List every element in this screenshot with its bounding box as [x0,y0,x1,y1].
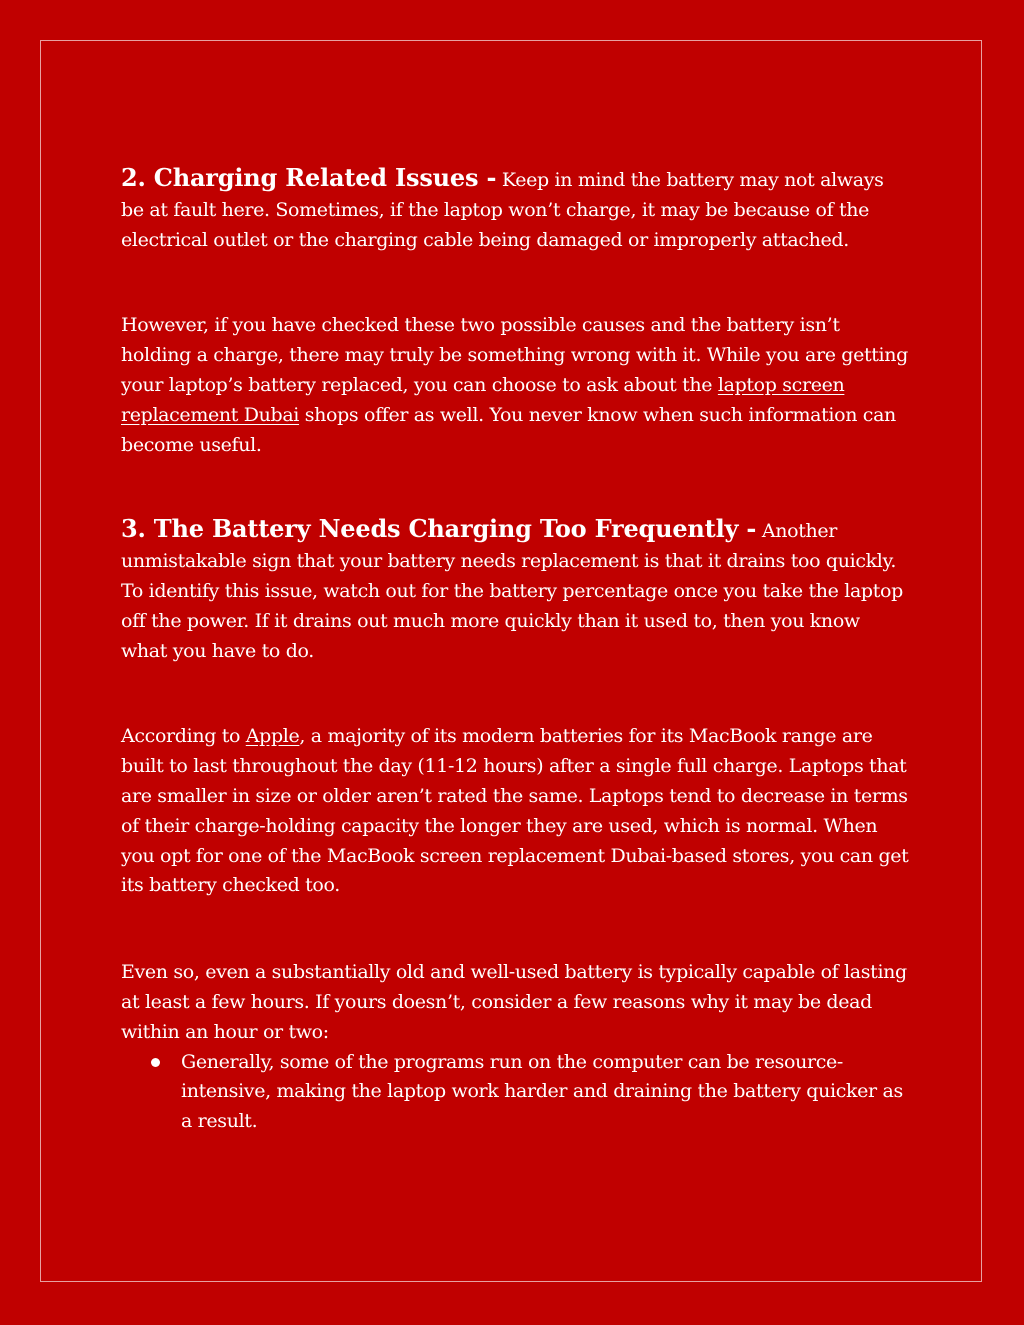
apple-link[interactable]: Apple [245,725,300,748]
however-text-before: However, if you have checked these two possible causes and the battery isn’t holding a charge, there may truly be something wrong with it. While you are getting your laptop’s battery replaced, you can choose to ask about the [121,314,908,396]
even-so-paragraph: Even so, even a substantially old and well-used battery is typically capable of lasting at least a few hours. If yours doesn’t, consider a few reasons why it may be dead within an hour or two: [121,961,907,1043]
list-item [121,1048,911,1137]
laptop-screen-replacement-link[interactable]: laptop screen replacement Dubai [121,373,845,426]
list-item-text: Generally, some of the programs run on the computer can be resource-intensive, making the laptop work harder and draining the battery quicker as a result. [181,1050,903,1133]
however-text-after: shops offer as well. You never know when such information can become useful. [121,403,896,456]
charging-issues-text: Keep in mind the battery may not always be at fault here. Sometimes, if the laptop won’t charge, it may be because of the electrical outlet or the charging cable being damaged or improperly attached. [121,169,884,251]
bullet-dot-icon [151,1058,160,1067]
however-paragraph [121,311,911,460]
charging-issues-heading: 2. Charging Related Issues - [121,163,497,192]
frequent-charging-heading: 3. The Battery Needs Charging Too Frequently - [121,514,757,544]
charging-issues-paragraph [121,163,911,255]
apple-paragraph [121,722,911,901]
reasons-list [121,1048,911,1137]
frequent-charging-text: Another unmistakable sign that your battery needs replacement is that it drains too quickly. To identify this issue, watch out for the battery percentage once you take the laptop off the power. If it drains out much more quickly than it used to, then you know what you have to do. [121,520,903,662]
apple-text-after: , a majority of its modern batteries for its MacBook range are built to last throughout the day (11-12 hours) after a single full charge. Laptops that are smaller in size or older aren’t rated the same. Laptops tend to decrease in terms of their charge-holding capacity the longer they are used, which is normal. When you opt for one of the MacBook screen replacement Dubai-based stores, you can get its battery checked too. [121,725,909,897]
document-body [121,163,911,1137]
frequent-charging-paragraph [121,514,911,666]
apple-text-before: According to [121,725,246,748]
